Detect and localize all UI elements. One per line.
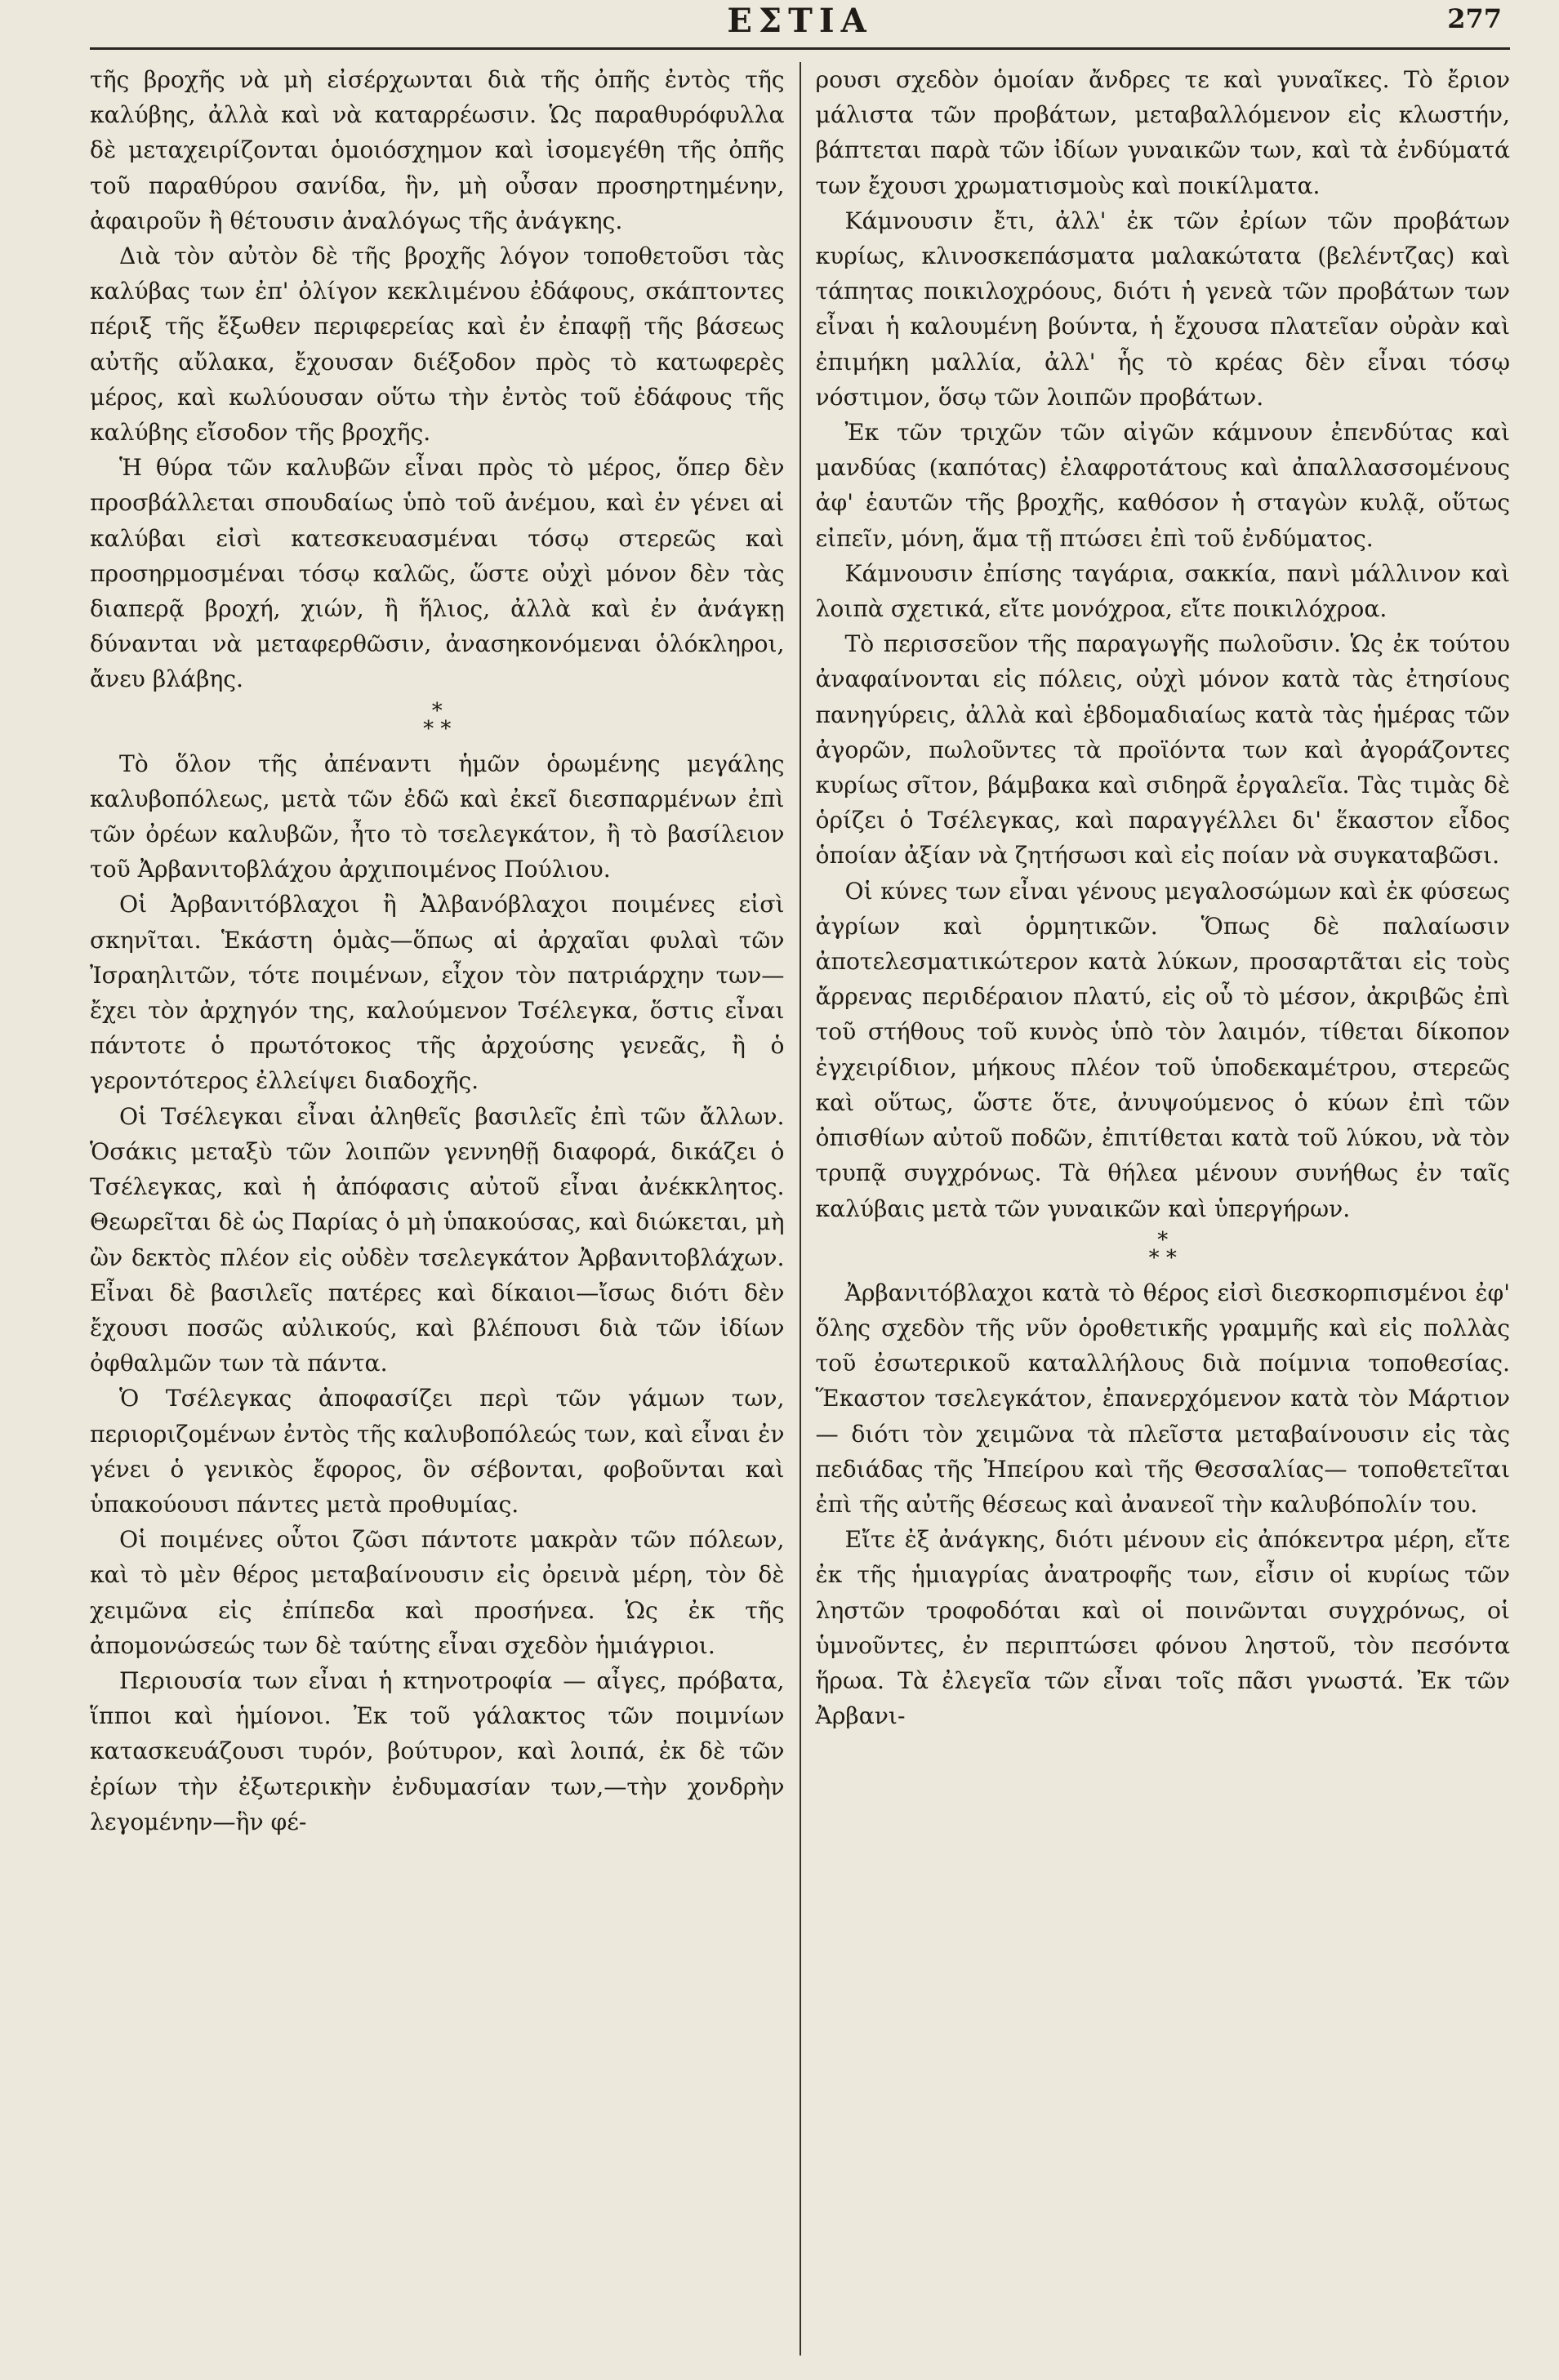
paragraph: Οἱ Ἀρβανιτόβλαχοι ἢ Ἀλβανόβλαχοι ποιμένες εἰσὶ σκηνῖται. Ἑκάστη ὁμὰς—ὅπως αἱ ἀρχαῖαι φυλαὶ τῶν Ἰσραηλιτῶν, τότε ποιμένων, εἶχον τὸν πατριάρχην των—ἔχει τὸν ἀρχηγόν της, καλούμενον Τσέλεγκα, ὅστις εἶναι πάντοτε ὁ πρωτότοκος τῆς ἀρχούσης γενεᾶς, ἢ ὁ γεροντότερος ἐλλείψει διαδοχῆς. xyxy=(90,891,785,1095)
paragraph: Ἡ θύρα τῶν καλυβῶν εἶναι πρὸς τὸ μέρος, ὅπερ δὲν προσβάλλεται σπουδαίως ὑπὸ τοῦ ἀνέμου, καὶ ἐν γένει αἱ καλύβαι εἰσὶ κατεσκευασμέναι τόσῳ στερεῶς καὶ προσηρμοσμέναι τόσῳ καλῶς, ὥστε οὐχὶ μόνον δὲν τὰς διαπερᾷ βροχή, χιών, ἢ ἥλιος, ἀλλὰ καὶ ἐν ἀνάγκῃ δύνανται νὰ μεταφερθῶσιν, ἀνασηκονόμεναι ὁλόκληροι, ἄνευ βλάβης. xyxy=(90,454,785,693)
section-separator xyxy=(816,1227,1511,1270)
paragraph: Κάμνουσιν ἔτι, ἀλλ' ἐκ τῶν ἐρίων τῶν προβάτων κυρίως, κλινοσκεπάσματα μαλακώτατα (βελέντζας) καὶ τάπητας ποικιλοχρόους, διότι ἡ γενεὰ τῶν προβάτων των εἶναι ἡ καλουμένη βούντα, ἡ ἔχουσα πλατεῖαν οὐρὰν καὶ ἐπιμήκη μαλλία, ἀλλ' ἧς τὸ κρέας δὲν εἶναι τόσῳ νόστιμον, ὅσῳ τῶν λοιπῶν προβάτων. xyxy=(815,207,1510,411)
paragraph: Τὸ ὅλον τῆς ἀπέναντι ἡμῶν ὁρωμένης μεγάλης καλυβοπόλεως, μετὰ τῶν ἐδῶ καὶ ἐκεῖ διεσπαρμένων ἐπὶ τῶν ὀρέων καλυβῶν, ἦτο τὸ τσελεγκάτον, ἢ τὸ βασίλειον τοῦ Ἀρβανιτοβλάχου ἀρχιποιμένος Πούλιου. xyxy=(90,750,785,883)
paragraph: Διὰ τὸν αὐτὸν δὲ τῆς βροχῆς λόγον τοποθετοῦσι τὰς καλύβας των ἐπ' ὀλίγον κεκλιμένου ἐδάφους, σκάπτοντες πέριξ τῆς ἔξωθεν περιφερείας καὶ ἐν ἐπαφῇ τῆς βάσεως αὐτῆς αὔλακα, ἔχουσαν διέξοδον πρὸς τὸ κατωφερὲς μέρος, καὶ κωλύουσαν οὕτω τὴν ἐντὸς τοῦ ἐδάφους τῆς καλύβης εἴσοδον τῆς βροχῆς. xyxy=(90,242,785,447)
paragraph: ρουσι σχεδὸν ὁμοίαν ἄνδρες τε καὶ γυναῖκες. Τὸ ἔριον μάλιστα τῶν προβάτων, μεταβαλλόμενον εἰς κλωστήν, βάπτεται παρὰ τῶν ἰδίων γυναικῶν των, καὶ τὰ ἐνδύματά των ἔχουσι χρωματισμοὺς καὶ ποικίλματα. xyxy=(815,66,1510,199)
paragraph: Ἀρβανιτόβλαχοι κατὰ τὸ θέρος εἰσὶ διεσκορπισμένοι ἐφ' ὅλης σχεδὸν τῆς νῦν ὁροθετικῆς γραμμῆς καὶ εἰς πολλὰς τοῦ ἐσωτερικοῦ καταλλήλους διὰ ποίμνια τοποθεσίας. Ἕκαστον τσελεγκάτον, ἐπανερχόμενον κατὰ τὸν Μάρτιον— διότι τὸν χειμῶνα τὰ πλεῖστα μεταβαίνουσιν εἰς τὰς πεδιάδας τῆς Ἠπείρου καὶ τῆς Θεσσαλίας— τοποθετεῖται ἐπὶ τῆς αὐτῆς θέσεως καὶ ἀνανεοῖ τὴν καλυβόπολίν του. xyxy=(815,1279,1510,1518)
separator-star: * xyxy=(431,698,443,723)
separator-star: * xyxy=(1157,1227,1169,1252)
paragraph: Περιουσία των εἶναι ἡ κτηνοτροφία — αἶγες, πρόβατα, ἵπποι καὶ ἡμίονοι. Ἐκ τοῦ γάλακτος τῶν ποιμνίων κατασκευάζουσι τυρόν, βούτυρον, καὶ λοιπά, ἐκ δὲ τῶν ἐρίων τὴν ἐξωτερικὴν ἐνδυμασίαν των,—τὴν χονδρὴν λεγομένην—ἣν φέ- xyxy=(90,1666,785,1835)
paragraph: τῆς βροχῆς νὰ μὴ εἰσέρχωνται διὰ τῆς ὀπῆς ἐντὸς τῆς καλύβης, ἀλλὰ καὶ νὰ καταρρέωσιν. Ὡς παραθυρόφυλλα δὲ μεταχειρίζονται ὁμοιόσχημον καὶ ἰσομεγέθη τῆς ὀπῆς τοῦ παραθύρου σανίδα, ἣν, μὴ οὖσαν προσηρτημένην, ἀφαιροῦν ἢ θέτουσιν ἀναλόγως τῆς ἀνάγκης. xyxy=(90,66,785,234)
separator-stars: * * xyxy=(1148,1245,1177,1270)
journal-title: ΕΣΤΙΑ xyxy=(727,2,873,40)
paragraph: Κάμνουσιν ἐπίσης ταγάρια, σακκία, πανὶ μάλλινον καὶ λοιπὰ σχετικά, εἴτε μονόχροα, εἴτε ποικιλόχροα. xyxy=(815,559,1510,623)
section-separator xyxy=(90,698,785,741)
paragraph: Οἱ ποιμένες οὗτοι ζῶσι πάντοτε μακρὰν τῶν πόλεων, καὶ τὸ μὲν θέρος μεταβαίνουσιν εἰς ὀρεινὰ μέρη, τὸν δὲ χειμῶνα εἰς ἐπίπεδα καὶ προσήνεα. Ὡς ἐκ τῆς ἀπομονώσεώς των δὲ ταύτης εἶναι σχεδὸν ἡμιάγριοι. xyxy=(90,1526,785,1659)
paragraph: Εἴτε ἐξ ἀνάγκης, διότι μένουν εἰς ἀπόκεντρα μέρη, εἴτε ἐκ τῆς ἡμιαγρίας ἀνατροφῆς των, εἶσιν οἱ κυρίως τῶν ληστῶν τροφοδόται καὶ οἱ ποινῶνται συγχρόνως, οἱ ὑμνοῦντες, ἐν περιπτώσει φόνου ληστοῦ, τὸν πεσόντα ἥρωα. Τὰ ἐλεγεῖα τῶν εἶναι τοῖς πᾶσι γνωστά. Ἐκ τῶν Ἀρβανι- xyxy=(815,1526,1510,1730)
separator-stars: * * xyxy=(423,716,452,741)
paragraph: Τὸ περισσεῦον τῆς παραγωγῆς πωλοῦσιν. Ὡς ἐκ τούτου ἀναφαίνονται εἰς πόλεις, οὐχὶ μόνον κατὰ τὰς ἐτησίους πανηγύρεις, ἀλλὰ καὶ ἑβδομαδιαίως κατὰ τὰς ἡμέρας τῶν ἀγορῶν, πωλοῦντες τὰ προϊόντα των καὶ ἀγοράζοντες κυρίως σῖτον, βάμβακα καὶ σιδηρᾶ ἐργαλεῖα. Τὰς τιμὰς δὲ ὁρίζει ὁ Τσέλεγκας, καὶ παραγγέλλει δι' ἕκαστον εἶδος ὁποίαν ἀξίαν νὰ ζητήσωσι καὶ εἰς ποίαν νὰ συγκαταβῶσι. xyxy=(815,630,1510,870)
paragraph: Ὁ Τσέλεγκας ἀποφασίζει περὶ τῶν γάμων των, περιοριζομένων ἐντὸς τῆς καλυβοπόλεώς των, καὶ εἶναι ἐν γένει ὁ γενικὸς ἔφορος, ὃν σέβονται, φοβοῦνται καὶ ὑπακούουσι πάντες μετὰ προθυμίας. xyxy=(90,1385,785,1518)
page-number: 277 xyxy=(1447,3,1502,34)
left-column xyxy=(90,62,801,2356)
paragraph: Ἐκ τῶν τριχῶν τῶν αἰγῶν κάμνουν ἐπενδύτας καὶ μανδύας (καπότας) ἐλαφροτάτους καὶ ἀπαλλασσομένους ἀφ' ἑαυτῶν τῆς βροχῆς, καθόσον ἡ σταγὼν κυλᾷ, οὕτως εἰπεῖν, μόνη, ἅμα τῇ πτώσει ἐπὶ τοῦ ἐνδύματος. xyxy=(815,419,1510,552)
article-columns xyxy=(90,62,1510,2356)
page-header xyxy=(90,0,1510,50)
paragraph: Οἱ Τσέλεγκαι εἶναι ἀληθεῖς βασιλεῖς ἐπὶ τῶν ἄλλων. Ὁσάκις μεταξὺ τῶν λοιπῶν γεννηθῇ διαφορά, δικάζει ὁ Τσέλεγκας, καὶ ἡ ἀπόφασις αὐτοῦ εἶναι ἀνέκκλητος. Θεωρεῖται δὲ ὡς Παρίας ὁ μὴ ὑπακούσας, καὶ διώκεται, μὴ ὢν δεκτὸς πλέον εἰς οὐδὲν τσελεγκάτον Ἀρβανιτοβλάχων. Εἶναι δὲ βασιλεῖς πατέρες καὶ δίκαιοι—ἴσως διότι δὲν ἔχουσι ποσῶς αὐλικούς, καὶ βλέπουσι διὰ τῶν ἰδίων ὀφθαλμῶν των τὰ πάντα. xyxy=(90,1102,785,1377)
right-column xyxy=(801,62,1511,2356)
paragraph: Οἱ κύνες των εἶναι γένους μεγαλοσώμων καὶ ἐκ φύσεως ἀγρίων καὶ ὁρμητικῶν. Ὅπως δὲ παλαίωσιν ἀποτελεσματικώτερον κατὰ λύκων, προσαρτᾶται εἰς τοὺς ἄρρενας περιδέραιον πλατύ, εἰς οὗ τὸ μέσον, ἀκριβῶς ἐπὶ τοῦ στήθους τοῦ κυνὸς ὑπὸ τὸν λαιμόν, τίθεται δίκοπον ἐγχειρίδιον, μήκους πλέον τοῦ ὑποδεκαμέτρου, στερεῶς καὶ οὕτως, ὥστε ὅτε, ἀνυψούμενος ὁ κύων ἐπὶ τῶν ὀπισθίων αὐτοῦ ποδῶν, ἐπιτίθεται κατὰ τοῦ λύκου, νὰ τὸν τρυπᾷ συγχρόνως. Τὰ θήλεα μένουν συνήθως ἐν ταῖς καλύβαις μετὰ τῶν γυναικῶν καὶ ὑπεργήρων. xyxy=(815,877,1510,1222)
